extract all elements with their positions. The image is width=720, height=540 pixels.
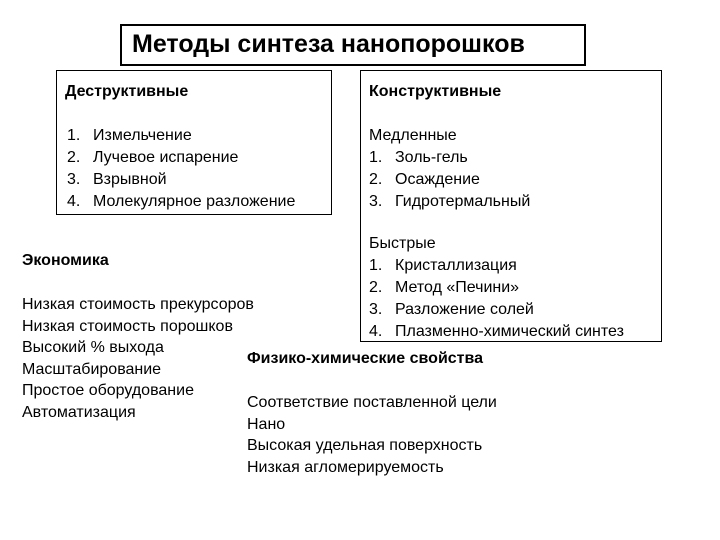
item-number: 2. bbox=[369, 279, 383, 296]
fast-heading: Быстрые bbox=[369, 235, 436, 252]
list-item bbox=[67, 147, 295, 169]
item-label: Измельчение bbox=[93, 127, 192, 144]
list-item bbox=[67, 169, 295, 191]
title-box bbox=[120, 24, 586, 66]
item-label: Золь-гель bbox=[395, 149, 468, 166]
slow-list bbox=[369, 147, 530, 213]
fast-list bbox=[369, 255, 624, 343]
item-label: Взрывной bbox=[93, 171, 167, 188]
list-item: Низкая стоимость порошков bbox=[22, 317, 233, 335]
destructive-heading: Деструктивные bbox=[65, 83, 189, 100]
item-number: 4. bbox=[369, 323, 383, 340]
list-item: Автоматизация bbox=[22, 403, 136, 421]
item-number: 2. bbox=[67, 149, 81, 166]
list-item bbox=[369, 321, 624, 343]
item-number: 1. bbox=[369, 257, 383, 274]
economics-list bbox=[22, 294, 254, 423]
list-item bbox=[369, 191, 530, 213]
item-label: Молекулярное разложение bbox=[93, 193, 296, 210]
item-number: 4. bbox=[67, 193, 81, 210]
physchem-list bbox=[247, 392, 497, 478]
item-label: Кристаллизация bbox=[395, 257, 517, 274]
item-label: Гидротермальный bbox=[395, 193, 531, 210]
diagram-title: Методы синтеза нанопорошков bbox=[132, 30, 525, 58]
item-label: Разложение солей bbox=[395, 301, 534, 318]
destructive-box bbox=[56, 70, 332, 215]
slow-heading: Медленные bbox=[369, 127, 457, 144]
item-number: 3. bbox=[67, 171, 81, 188]
list-item: Низкая стоимость прекурсоров bbox=[22, 296, 254, 313]
destructive-list bbox=[67, 125, 295, 213]
item-number: 1. bbox=[67, 127, 81, 144]
item-number: 1. bbox=[369, 149, 383, 166]
economics-heading: Экономика bbox=[22, 252, 109, 269]
list-item: Высокий % выхода bbox=[22, 339, 164, 356]
list-item bbox=[369, 277, 624, 299]
physchem-heading: Физико-химические свойства bbox=[247, 350, 484, 367]
list-item bbox=[369, 299, 624, 321]
list-item: Масштабирование bbox=[22, 360, 162, 378]
list-item: Нано bbox=[247, 415, 286, 433]
constructive-box bbox=[360, 70, 662, 342]
list-item bbox=[67, 191, 295, 213]
list-item bbox=[67, 125, 295, 147]
item-label: Лучевое испарение bbox=[93, 149, 239, 166]
list-item: Простое оборудование bbox=[22, 382, 194, 399]
item-label: Метод «Печини» bbox=[395, 279, 520, 296]
list-item: Соответствие поставленной цели bbox=[247, 394, 497, 411]
list-item bbox=[369, 147, 530, 169]
item-label: Плазменно-химический синтез bbox=[395, 323, 624, 340]
list-item bbox=[369, 169, 530, 191]
item-number: 3. bbox=[369, 301, 383, 318]
item-label: Осаждение bbox=[395, 171, 480, 188]
list-item: Низкая агломерируемость bbox=[247, 458, 444, 476]
item-number: 3. bbox=[369, 193, 383, 210]
list-item: Высокая удельная поверхность bbox=[247, 437, 483, 454]
constructive-heading: Конструктивные bbox=[369, 83, 502, 100]
item-number: 2. bbox=[369, 171, 383, 188]
list-item bbox=[369, 255, 624, 277]
